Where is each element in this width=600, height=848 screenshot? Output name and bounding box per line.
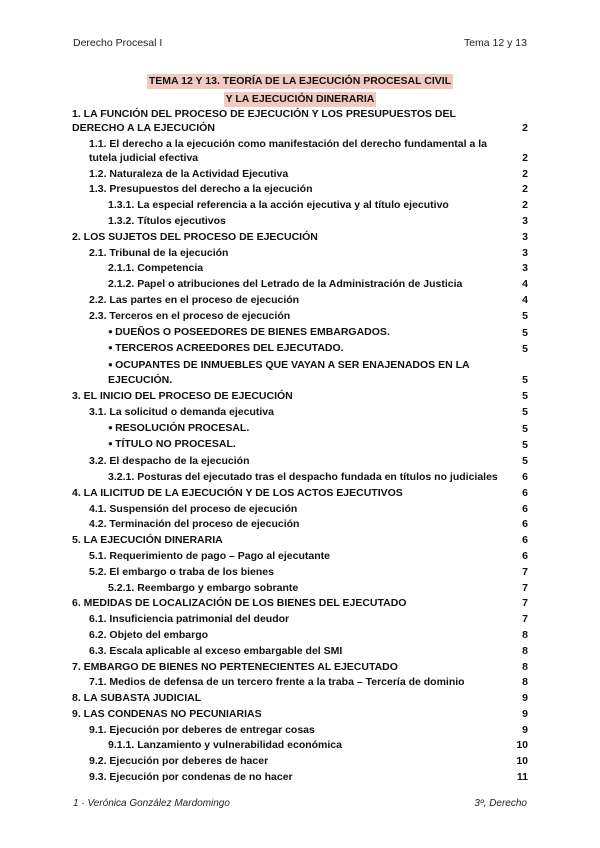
toc-entry[interactable] [72,107,528,135]
toc-entry-title: ● OCUPANTES DE INMUEBLES QUE VAYAN A SER ENAJENADOS EN LA EJECUCIÓN. [108,358,516,387]
toc-entry[interactable] [72,502,528,516]
toc-entry[interactable] [72,770,528,784]
toc-entry-title: 4.1. Suspensión del proceso de ejecución [89,502,298,515]
toc-entry-title: ● TÍTULO NO PROCESAL. [108,437,516,452]
toc-entry-page: 6 [522,518,528,531]
toc-entry[interactable] [72,612,528,626]
footer-author: 1 · Verónica González Mardomingo [73,798,230,809]
toc-entry[interactable] [72,246,528,260]
toc-entry-page: 6 [522,534,528,547]
toc-entry-page: 2 [522,151,528,164]
toc-entry[interactable] [72,389,528,403]
header-topic: Tema 12 y 13 [463,37,527,49]
toc-entry-page: 5 [522,326,528,339]
toc-entry[interactable] [72,754,528,768]
document-title [0,71,600,107]
toc-entry[interactable] [72,675,528,689]
table-of-contents [72,107,528,786]
toc-entry[interactable] [72,660,528,674]
toc-entry-page: 4 [522,293,528,306]
header-course: Derecho Procesal I [73,37,163,49]
toc-entry-title: 2.1.2. Papel o atribuciones del Letrado de la Administración de Justicia [108,278,463,291]
toc-entry-page: 9 [522,707,528,720]
toc-entry-title: 3.2. El despacho de la ejecución [89,455,250,468]
toc-entry-page: 6 [522,549,528,562]
toc-entry[interactable] [72,358,528,387]
toc-entry[interactable] [72,454,528,468]
toc-entry-page: 5 [522,455,528,468]
toc-entry-page: 8 [522,644,528,657]
page-header [73,37,527,49]
toc-entry-title: 8. LA SUBASTA JUDICIAL [72,692,202,705]
toc-entry-title: 2.1.1. Competencia [108,262,204,275]
toc-entry-page: 10 [516,755,528,768]
toc-entry-page: 7 [522,581,528,594]
toc-entry-title: 2.2. Las partes en el proceso de ejecución [89,293,300,306]
toc-entry-page: 7 [522,613,528,626]
toc-entry[interactable] [72,565,528,579]
toc-entry-title: 5.1. Requerimiento de pago – Pago al ejecutante [89,549,330,562]
toc-entry-page: 5 [522,405,528,418]
toc-entry-title: 5.2. El embargo o traba de los bienes [89,565,274,578]
toc-entry-page: 5 [522,343,528,356]
toc-entry-title: 1.1. El derecho a la ejecución como manifestación del derecho fundamental a la tutela judicial efectiva [89,137,487,164]
toc-entry-page: 9 [522,723,528,736]
toc-entry-title: 6.1. Insuficiencia patrimonial del deudor [89,613,290,626]
toc-entry-title: 5. LA EJECUCIÓN DINERARIA [72,534,223,547]
toc-entry[interactable] [72,293,528,307]
toc-entry[interactable] [72,517,528,531]
toc-entry[interactable] [72,277,528,291]
title-line-1: TEMA 12 Y 13. TEORÍA DE LA EJECUCIÓN PROCESAL CIVIL [148,75,452,87]
toc-entry-title: 9.1.1. Lanzamiento y vulnerabilidad económica [108,739,342,752]
toc-entry[interactable] [72,644,528,658]
toc-entry-page: 5 [522,439,528,452]
toc-entry-title: ● RESOLUCIÓN PROCESAL. [108,421,516,436]
toc-entry[interactable] [72,581,528,595]
toc-entry[interactable] [72,421,528,436]
toc-entry-title: 1.2. Naturaleza de la Actividad Ejecutiva [89,167,289,180]
toc-entry-title: 7.1. Medios de defensa de un tercero frente a la traba – Tercería de dominio [89,676,465,689]
toc-entry-title: ● TERCEROS ACREEDORES DEL EJECUTADO. [108,341,516,356]
toc-entry[interactable] [72,405,528,419]
toc-entry-title: 9.2. Ejecución por deberes de hacer [89,755,269,768]
toc-entry[interactable] [72,437,528,452]
toc-entry-title: 5.2.1. Reembargo y embargo sobrante [108,581,299,594]
toc-entry-title: 3.1. La solicitud o demanda ejecutiva [89,405,274,418]
toc-entry-title: 7. EMBARGO DE BIENES NO PERTENECIENTES AL EJECUTADO [72,660,398,673]
toc-entry[interactable] [72,167,528,181]
toc-entry[interactable] [72,230,528,244]
toc-entry[interactable] [72,738,528,752]
toc-entry[interactable] [72,549,528,563]
toc-entry-page: 8 [522,628,528,641]
toc-entry-page: 7 [522,565,528,578]
toc-entry[interactable] [72,198,528,212]
toc-entry-title: 1.3.1. La especial referencia a la acción ejecutiva y al título ejecutivo [108,199,449,212]
toc-entry[interactable] [72,628,528,642]
toc-entry-page: 2 [522,199,528,212]
toc-entry-title: 2.3. Terceros en el proceso de ejecución [89,309,291,322]
title-line-2: Y LA EJECUCIÓN DINERARIA [225,93,375,105]
toc-entry-title: 6.3. Escala aplicable al exceso embargable del SMI [89,644,343,657]
toc-entry-page: 2 [522,167,528,180]
toc-entry-page: 6 [522,470,528,483]
toc-entry-title: ● DUEÑOS O POSEEDORES DE BIENES EMBARGADOS. [108,325,516,340]
footer-course: 3º, Derecho [474,798,527,809]
page-footer [73,798,527,809]
toc-entry[interactable] [72,533,528,547]
toc-entry-page: 3 [522,214,528,227]
toc-entry[interactable] [72,723,528,737]
toc-entry[interactable] [72,182,528,196]
toc-entry[interactable] [72,596,528,610]
toc-entry-title: 6.2. Objeto del embargo [89,628,209,641]
toc-entry[interactable] [72,309,528,323]
toc-entry-page: 3 [522,230,528,243]
toc-entry-page: 2 [522,183,528,196]
toc-entry-title: 1.3.2. Títulos ejecutivos [108,214,226,227]
toc-entry[interactable] [72,214,528,228]
toc-entry-page: 6 [522,486,528,499]
toc-entry-page: 5 [522,309,528,322]
toc-entry-page: 5 [522,422,528,435]
toc-entry[interactable] [72,691,528,705]
toc-entry-page: 3 [522,246,528,259]
toc-entry-page: 10 [516,739,528,752]
toc-entry-title: 9. LAS CONDENAS NO PECUNIARIAS [72,707,262,720]
toc-entry[interactable] [72,137,528,165]
toc-entry-title: 4. LA ILICITUD DE LA EJECUCIÓN Y DE LOS ACTOS EJECUTIVOS [72,486,403,499]
toc-entry[interactable] [72,486,528,500]
toc-entry-page: 5 [522,389,528,402]
toc-entry-title: 9.3. Ejecución por condenas de no hacer [89,771,293,784]
toc-entry-page: 5 [522,374,528,387]
toc-entry-title: 6. MEDIDAS DE LOCALIZACIÓN DE LOS BIENES DEL EJECUTADO [72,597,407,610]
toc-entry-page: 6 [522,502,528,515]
toc-entry[interactable] [72,470,528,484]
toc-entry-title: 9.1. Ejecución por deberes de entregar cosas [89,723,315,736]
toc-entry-page: 7 [522,597,528,610]
toc-entry[interactable] [72,341,528,356]
toc-entry-title: 2. LOS SUJETOS DEL PROCESO DE EJECUCIÓN [72,230,318,243]
toc-entry-page: 3 [522,262,528,275]
toc-entry-page: 8 [522,660,528,673]
toc-entry[interactable] [72,707,528,721]
toc-entry-page: 11 [516,771,528,784]
toc-entry-page: 9 [522,692,528,705]
toc-entry-title: 1. LA FUNCIÓN DEL PROCESO DE EJECUCIÓN Y LOS PRESUPUESTOS DEL DERECHO A LA EJECUCIÓN [72,108,456,134]
toc-entry-title: 1.3. Presupuestos del derecho a la ejecución [89,183,313,196]
toc-entry[interactable] [72,325,528,340]
toc-entry-title: 3.2.1. Posturas del ejecutado tras el despacho fundada en títulos no judiciales [108,470,498,483]
toc-entry-page: 4 [522,278,528,291]
toc-entry-page: 2 [522,122,528,134]
toc-entry-title: 4.2. Terminación del proceso de ejecución [89,518,300,531]
toc-entry-title: 2.1. Tribunal de la ejecución [89,246,229,259]
toc-entry-title: 3. EL INICIO DEL PROCESO DE EJECUCIÓN [72,389,293,402]
toc-entry-page: 8 [522,676,528,689]
toc-entry[interactable] [72,261,528,275]
